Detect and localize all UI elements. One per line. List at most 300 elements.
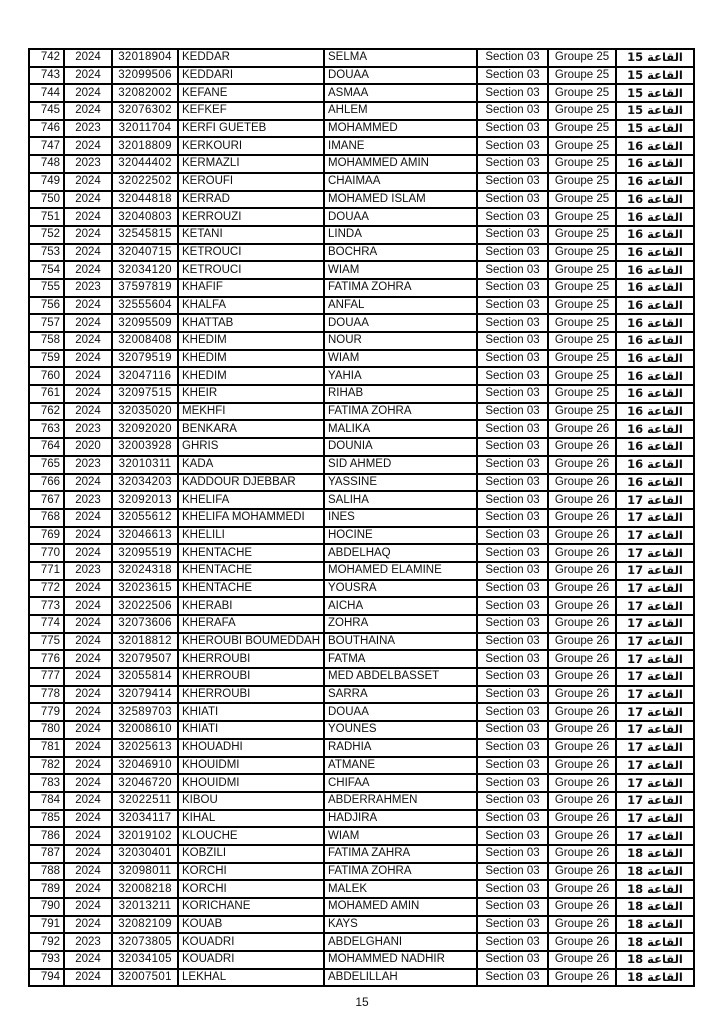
cell-room: القاعة 15 (616, 120, 694, 138)
cell-section: Section 03 (477, 898, 548, 916)
cell-year: 2024 (64, 474, 112, 492)
cell-room: القاعة 16 (616, 155, 694, 173)
cell-last_name: KHATTAB (178, 314, 324, 332)
cell-first_name: RIHAB (324, 385, 477, 403)
cell-group: Groupe 26 (548, 509, 616, 527)
cell-last_name: KEFANE (178, 84, 324, 102)
cell-room: القاعة 16 (616, 261, 694, 279)
cell-group: Groupe 25 (548, 191, 616, 209)
cell-first_name: YOUNES (324, 721, 477, 739)
cell-student_id: 37597819 (112, 279, 178, 297)
cell-section: Section 03 (477, 279, 548, 297)
table-row (29, 774, 694, 792)
cell-group: Groupe 25 (548, 49, 616, 67)
cell-last_name: KHAFIF (178, 279, 324, 297)
cell-first_name: BOUTHAINA (324, 633, 477, 651)
cell-room: القاعة 17 (616, 615, 694, 633)
cell-row_number: 751 (29, 208, 64, 226)
cell-room: القاعة 16 (616, 385, 694, 403)
cell-row_number: 765 (29, 456, 64, 474)
cell-student_id: 32082109 (112, 916, 178, 934)
cell-last_name: KERRAD (178, 191, 324, 209)
cell-last_name: KADA (178, 456, 324, 474)
cell-group: Groupe 25 (548, 173, 616, 191)
table-row (29, 615, 694, 633)
cell-last_name: KHEROUBI BOUMEDDAH (178, 633, 324, 651)
cell-room: القاعة 17 (616, 491, 694, 509)
cell-row_number: 790 (29, 898, 64, 916)
table-row (29, 951, 694, 969)
cell-section: Section 03 (477, 367, 548, 385)
cell-year: 2024 (64, 244, 112, 262)
cell-year: 2024 (64, 314, 112, 332)
cell-group: Groupe 26 (548, 438, 616, 456)
cell-first_name: ASMAA (324, 84, 477, 102)
table-row (29, 191, 694, 209)
cell-year: 2024 (64, 367, 112, 385)
cell-row_number: 766 (29, 474, 64, 492)
cell-year: 2024 (64, 650, 112, 668)
cell-last_name: KHIATI (178, 721, 324, 739)
cell-year: 2023 (64, 120, 112, 138)
cell-year: 2024 (64, 509, 112, 527)
cell-row_number: 781 (29, 739, 64, 757)
cell-last_name: KHOUIDMI (178, 757, 324, 775)
cell-room: القاعة 17 (616, 792, 694, 810)
cell-row_number: 746 (29, 120, 64, 138)
cell-section: Section 03 (477, 120, 548, 138)
cell-year: 2024 (64, 597, 112, 615)
cell-room: القاعة 18 (616, 880, 694, 898)
cell-row_number: 793 (29, 951, 64, 969)
cell-section: Section 03 (477, 527, 548, 545)
cell-row_number: 748 (29, 155, 64, 173)
cell-section: Section 03 (477, 880, 548, 898)
cell-first_name: SARRA (324, 686, 477, 704)
cell-section: Section 03 (477, 474, 548, 492)
cell-student_id: 32018904 (112, 49, 178, 67)
cell-group: Groupe 26 (548, 650, 616, 668)
cell-row_number: 760 (29, 367, 64, 385)
cell-student_id: 32034117 (112, 810, 178, 828)
cell-student_id: 32079507 (112, 650, 178, 668)
cell-section: Section 03 (477, 774, 548, 792)
cell-row_number: 788 (29, 863, 64, 881)
cell-section: Section 03 (477, 438, 548, 456)
cell-last_name: KOUADRI (178, 951, 324, 969)
cell-year: 2024 (64, 827, 112, 845)
cell-last_name: KHOUIDMI (178, 774, 324, 792)
cell-section: Section 03 (477, 350, 548, 368)
cell-year: 2024 (64, 67, 112, 85)
cell-row_number: 771 (29, 562, 64, 580)
cell-first_name: IMANE (324, 137, 477, 155)
cell-room: القاعة 17 (616, 774, 694, 792)
cell-year: 2024 (64, 845, 112, 863)
cell-row_number: 787 (29, 845, 64, 863)
cell-row_number: 761 (29, 385, 64, 403)
cell-room: القاعة 15 (616, 67, 694, 85)
cell-last_name: KEFKEF (178, 102, 324, 120)
cell-first_name: ABDELGHANI (324, 933, 477, 951)
cell-last_name: KORCHI (178, 880, 324, 898)
cell-first_name: DOUAA (324, 67, 477, 85)
cell-section: Section 03 (477, 580, 548, 598)
cell-group: Groupe 26 (548, 527, 616, 545)
cell-group: Groupe 26 (548, 562, 616, 580)
table-row (29, 385, 694, 403)
cell-year: 2024 (64, 208, 112, 226)
cell-row_number: 758 (29, 332, 64, 350)
cell-year: 2024 (64, 898, 112, 916)
cell-year: 2024 (64, 332, 112, 350)
cell-year: 2024 (64, 580, 112, 598)
cell-first_name: WIAM (324, 350, 477, 368)
cell-row_number: 753 (29, 244, 64, 262)
cell-student_id: 32047116 (112, 367, 178, 385)
cell-last_name: KHELIFA MOHAMMEDI (178, 509, 324, 527)
cell-year: 2023 (64, 420, 112, 438)
table-row (29, 739, 694, 757)
cell-section: Section 03 (477, 208, 548, 226)
cell-last_name: KHENTACHE (178, 544, 324, 562)
cell-group: Groupe 26 (548, 898, 616, 916)
cell-last_name: LEKHAL (178, 969, 324, 987)
table-row (29, 863, 694, 881)
cell-first_name: FATIMA ZAHRA (324, 845, 477, 863)
cell-group: Groupe 26 (548, 863, 616, 881)
cell-last_name: BENKARA (178, 420, 324, 438)
cell-year: 2024 (64, 633, 112, 651)
cell-group: Groupe 25 (548, 244, 616, 262)
cell-first_name: INES (324, 509, 477, 527)
cell-first_name: MOHAMED ELAMINE (324, 562, 477, 580)
table-row (29, 668, 694, 686)
cell-student_id: 32040715 (112, 244, 178, 262)
cell-student_id: 32024318 (112, 562, 178, 580)
cell-row_number: 752 (29, 226, 64, 244)
cell-student_id: 32034203 (112, 474, 178, 492)
table-row (29, 350, 694, 368)
cell-group: Groupe 26 (548, 916, 616, 934)
cell-row_number: 786 (29, 827, 64, 845)
table-row (29, 67, 694, 85)
cell-group: Groupe 26 (548, 827, 616, 845)
cell-student_id: 32073805 (112, 933, 178, 951)
cell-student_id: 32046910 (112, 757, 178, 775)
table-row (29, 562, 694, 580)
cell-last_name: KOBZILI (178, 845, 324, 863)
cell-student_id: 32013211 (112, 898, 178, 916)
cell-first_name: MOHAMMED AMIN (324, 155, 477, 173)
cell-student_id: 32023615 (112, 580, 178, 598)
cell-section: Section 03 (477, 244, 548, 262)
cell-section: Section 03 (477, 509, 548, 527)
cell-first_name: KAYS (324, 916, 477, 934)
cell-year: 2024 (64, 739, 112, 757)
cell-row_number: 776 (29, 650, 64, 668)
cell-room: القاعة 17 (616, 757, 694, 775)
cell-row_number: 784 (29, 792, 64, 810)
cell-group: Groupe 26 (548, 456, 616, 474)
cell-student_id: 32019102 (112, 827, 178, 845)
cell-room: القاعة 17 (616, 686, 694, 704)
cell-section: Section 03 (477, 173, 548, 191)
cell-year: 2024 (64, 173, 112, 191)
cell-last_name: KHOUADHI (178, 739, 324, 757)
cell-section: Section 03 (477, 597, 548, 615)
cell-section: Section 03 (477, 403, 548, 421)
cell-group: Groupe 25 (548, 84, 616, 102)
cell-room: القاعة 17 (616, 721, 694, 739)
cell-row_number: 742 (29, 49, 64, 67)
table-row (29, 916, 694, 934)
table-row (29, 721, 694, 739)
cell-section: Section 03 (477, 84, 548, 102)
cell-group: Groupe 26 (548, 633, 616, 651)
cell-last_name: KLOUCHE (178, 827, 324, 845)
table-row (29, 279, 694, 297)
cell-section: Section 03 (477, 332, 548, 350)
cell-year: 2024 (64, 226, 112, 244)
cell-group: Groupe 25 (548, 102, 616, 120)
cell-first_name: DOUNIA (324, 438, 477, 456)
cell-last_name: KIBOU (178, 792, 324, 810)
cell-section: Section 03 (477, 420, 548, 438)
table-body (29, 49, 694, 986)
cell-last_name: KHELILI (178, 527, 324, 545)
cell-year: 2024 (64, 863, 112, 881)
table-row (29, 155, 694, 173)
cell-first_name: CHIFAA (324, 774, 477, 792)
table-row (29, 244, 694, 262)
cell-room: القاعة 15 (616, 49, 694, 67)
cell-group: Groupe 26 (548, 686, 616, 704)
cell-year: 2024 (64, 297, 112, 315)
table-row (29, 173, 694, 191)
cell-first_name: LINDA (324, 226, 477, 244)
cell-row_number: 756 (29, 297, 64, 315)
cell-section: Section 03 (477, 226, 548, 244)
cell-section: Section 03 (477, 385, 548, 403)
table-row (29, 226, 694, 244)
cell-row_number: 755 (29, 279, 64, 297)
cell-student_id: 32073606 (112, 615, 178, 633)
cell-year: 2024 (64, 792, 112, 810)
cell-last_name: KETROUCI (178, 261, 324, 279)
cell-last_name: KHEIR (178, 385, 324, 403)
cell-year: 2023 (64, 456, 112, 474)
cell-group: Groupe 25 (548, 367, 616, 385)
cell-last_name: KHELIFA (178, 491, 324, 509)
cell-section: Section 03 (477, 757, 548, 775)
table-row (29, 633, 694, 651)
cell-group: Groupe 26 (548, 757, 616, 775)
cell-room: القاعة 18 (616, 898, 694, 916)
cell-last_name: KADDOUR DJEBBAR (178, 474, 324, 492)
cell-last_name: KOUADRI (178, 933, 324, 951)
cell-section: Section 03 (477, 562, 548, 580)
cell-student_id: 32079519 (112, 350, 178, 368)
cell-group: Groupe 25 (548, 332, 616, 350)
cell-group: Groupe 25 (548, 67, 616, 85)
cell-row_number: 794 (29, 969, 64, 987)
cell-first_name: DOUAA (324, 703, 477, 721)
cell-student_id: 32555604 (112, 297, 178, 315)
cell-room: القاعة 17 (616, 739, 694, 757)
table-row (29, 969, 694, 987)
cell-row_number: 782 (29, 757, 64, 775)
cell-row_number: 774 (29, 615, 64, 633)
cell-last_name: KEROUFI (178, 173, 324, 191)
cell-row_number: 762 (29, 403, 64, 421)
cell-student_id: 32044402 (112, 155, 178, 173)
table-row (29, 403, 694, 421)
cell-section: Section 03 (477, 933, 548, 951)
cell-last_name: KETANI (178, 226, 324, 244)
cell-year: 2024 (64, 721, 112, 739)
cell-room: القاعة 16 (616, 456, 694, 474)
cell-first_name: HADJIRA (324, 810, 477, 828)
cell-group: Groupe 26 (548, 721, 616, 739)
cell-group: Groupe 26 (548, 474, 616, 492)
cell-room: القاعة 17 (616, 827, 694, 845)
cell-year: 2024 (64, 385, 112, 403)
cell-student_id: 32095519 (112, 544, 178, 562)
cell-row_number: 775 (29, 633, 64, 651)
cell-row_number: 791 (29, 916, 64, 934)
cell-year: 2024 (64, 527, 112, 545)
cell-student_id: 32046720 (112, 774, 178, 792)
cell-room: القاعة 16 (616, 226, 694, 244)
page-number: 15 (355, 995, 369, 1009)
cell-room: القاعة 18 (616, 969, 694, 987)
cell-last_name: KERROUZI (178, 208, 324, 226)
cell-year: 2023 (64, 155, 112, 173)
cell-first_name: WIAM (324, 261, 477, 279)
cell-group: Groupe 25 (548, 137, 616, 155)
cell-last_name: KHERABI (178, 597, 324, 615)
cell-row_number: 764 (29, 438, 64, 456)
cell-room: القاعة 16 (616, 367, 694, 385)
cell-student_id: 32055612 (112, 509, 178, 527)
cell-section: Section 03 (477, 297, 548, 315)
table-row (29, 509, 694, 527)
cell-year: 2024 (64, 810, 112, 828)
cell-student_id: 32076302 (112, 102, 178, 120)
cell-year: 2024 (64, 668, 112, 686)
cell-first_name: YAHIA (324, 367, 477, 385)
table-row (29, 810, 694, 828)
cell-section: Section 03 (477, 845, 548, 863)
cell-group: Groupe 26 (548, 969, 616, 987)
cell-room: القاعة 16 (616, 137, 694, 155)
cell-group: Groupe 26 (548, 668, 616, 686)
cell-row_number: 757 (29, 314, 64, 332)
cell-first_name: SELMA (324, 49, 477, 67)
table-row (29, 420, 694, 438)
cell-first_name: MOHAMED AMIN (324, 898, 477, 916)
cell-group: Groupe 25 (548, 279, 616, 297)
cell-group: Groupe 25 (548, 208, 616, 226)
cell-student_id: 32055814 (112, 668, 178, 686)
cell-group: Groupe 26 (548, 615, 616, 633)
table-row (29, 297, 694, 315)
cell-student_id: 32008610 (112, 721, 178, 739)
cell-last_name: KHEDIM (178, 367, 324, 385)
cell-student_id: 32034105 (112, 951, 178, 969)
cell-section: Section 03 (477, 67, 548, 85)
cell-first_name: ZOHRA (324, 615, 477, 633)
cell-first_name: ANFAL (324, 297, 477, 315)
cell-last_name: KHERROUBI (178, 650, 324, 668)
cell-year: 2024 (64, 350, 112, 368)
cell-last_name: KHIATI (178, 703, 324, 721)
cell-year: 2024 (64, 102, 112, 120)
cell-row_number: 777 (29, 668, 64, 686)
cell-last_name: KHALFA (178, 297, 324, 315)
cell-section: Section 03 (477, 721, 548, 739)
cell-section: Section 03 (477, 668, 548, 686)
cell-first_name: ABDELILLAH (324, 969, 477, 987)
cell-student_id: 32008408 (112, 332, 178, 350)
cell-student_id: 32022511 (112, 792, 178, 810)
table-row (29, 456, 694, 474)
cell-row_number: 780 (29, 721, 64, 739)
cell-first_name: DOUAA (324, 314, 477, 332)
cell-year: 2023 (64, 279, 112, 297)
cell-room: القاعة 16 (616, 244, 694, 262)
cell-first_name: SID AHMED (324, 456, 477, 474)
cell-student_id: 32007501 (112, 969, 178, 987)
cell-student_id: 32092020 (112, 420, 178, 438)
table-row (29, 686, 694, 704)
cell-year: 2024 (64, 261, 112, 279)
cell-row_number: 792 (29, 933, 64, 951)
cell-group: Groupe 25 (548, 314, 616, 332)
cell-student_id: 32092013 (112, 491, 178, 509)
cell-last_name: KOUAB (178, 916, 324, 934)
cell-room: القاعة 17 (616, 562, 694, 580)
cell-last_name: KERFI GUETEB (178, 120, 324, 138)
cell-year: 2023 (64, 491, 112, 509)
table-row (29, 438, 694, 456)
cell-room: القاعة 16 (616, 208, 694, 226)
table-row (29, 580, 694, 598)
cell-room: القاعة 17 (616, 668, 694, 686)
cell-group: Groupe 25 (548, 261, 616, 279)
cell-section: Section 03 (477, 969, 548, 987)
cell-student_id: 32003928 (112, 438, 178, 456)
cell-row_number: 770 (29, 544, 64, 562)
cell-student_id: 32010311 (112, 456, 178, 474)
cell-row_number: 750 (29, 191, 64, 209)
cell-student_id: 32097515 (112, 385, 178, 403)
table-row (29, 898, 694, 916)
cell-group: Groupe 25 (548, 385, 616, 403)
table-row (29, 703, 694, 721)
cell-section: Section 03 (477, 137, 548, 155)
cell-section: Section 03 (477, 49, 548, 67)
cell-group: Groupe 25 (548, 120, 616, 138)
cell-section: Section 03 (477, 261, 548, 279)
cell-section: Section 03 (477, 951, 548, 969)
cell-year: 2024 (64, 615, 112, 633)
cell-row_number: 767 (29, 491, 64, 509)
cell-section: Section 03 (477, 810, 548, 828)
cell-section: Section 03 (477, 739, 548, 757)
cell-last_name: KHEDIM (178, 350, 324, 368)
